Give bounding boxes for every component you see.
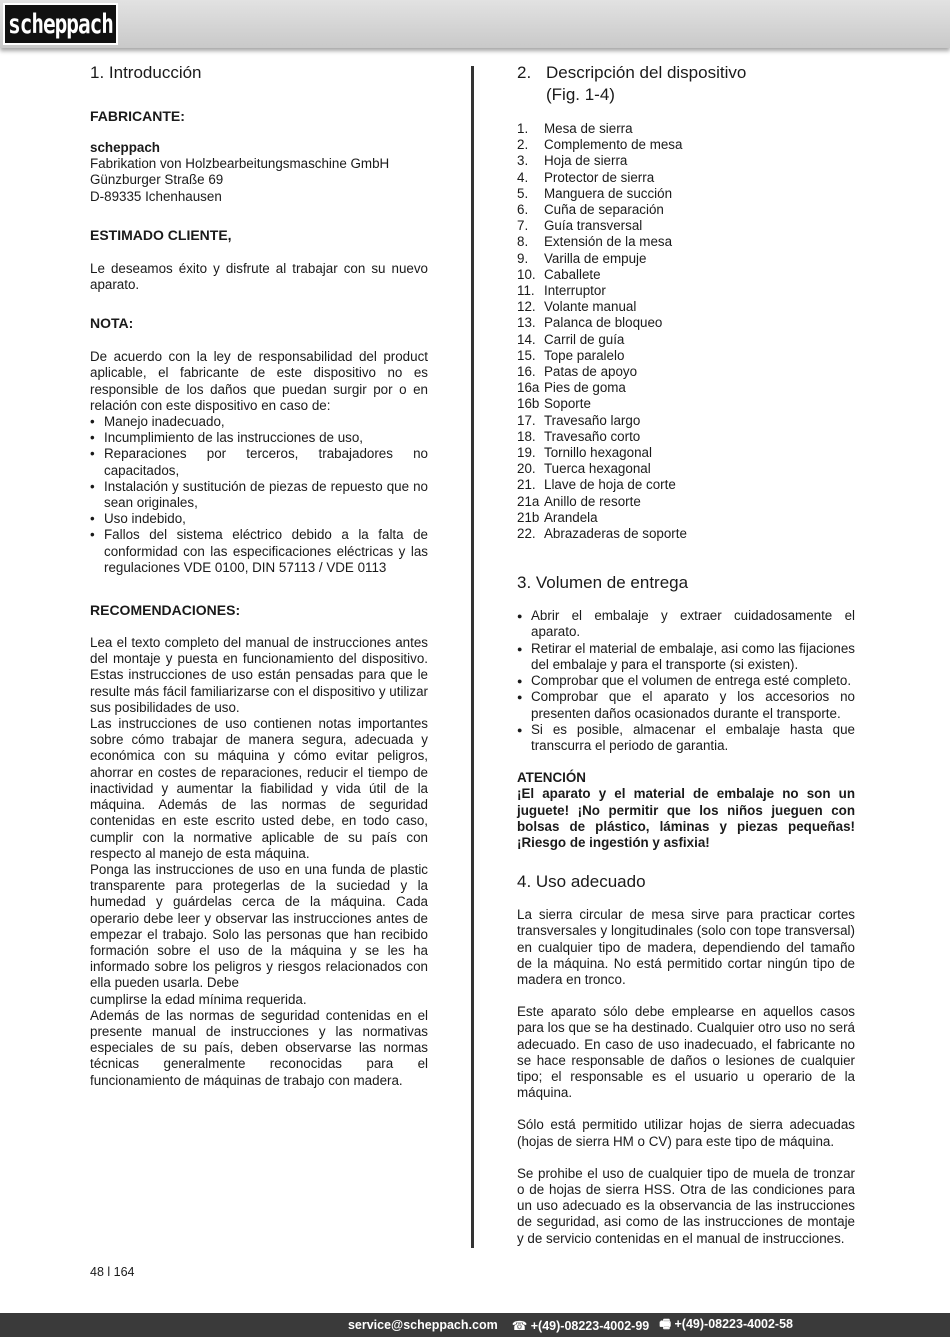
- list-item: [517, 526, 855, 542]
- list-item: • Fallos del sistema eléctrico debido a la falta de conformidad con las especificaciones eléctricas y las regulaciones VDE 0100, DIN 57113 / VDE 0113: [90, 527, 428, 576]
- part-number: 17.: [517, 412, 536, 428]
- part-label: Arandela: [544, 509, 598, 525]
- header-bar: [0, 0, 950, 48]
- list-item: [517, 170, 855, 186]
- recommend-heading: RECOMENDACIONES:: [90, 602, 241, 619]
- manufacturer-line: Fabrikation von Holzbearbeitungsmaschine GmbH: [90, 156, 390, 172]
- part-number: 5.: [517, 185, 529, 201]
- recommend-paragraph: Ponga las instrucciones de uso en una funda de plastic transparente para protegerlas de la suciedad y la humedad y guárdelas cerca de la máquina. Cada operario debe leer y observar las instrucciones antes de empezar el trabajo. Solo las personas que han recibido formación sobre el uso de la máquina y se les ha informado sobre los peligros y riesgos relacionados con ella pueden usarla. Debe: [90, 861, 428, 991]
- part-label: Protector de sierra: [544, 169, 655, 185]
- part-number: 2.: [517, 137, 529, 153]
- list-item: [517, 315, 855, 331]
- part-number: 16.: [517, 364, 536, 380]
- use-paragraph: La sierra circular de mesa sirve para practicar cortes transversales y longitudinales (solo con tope transversal) en cualquier tipo de madera, dependiendo del tamaño de la máquina. No está permitido cortar ningún tipo de madera en tronco.: [517, 907, 855, 987]
- recommend-paragraph: Además de las normas de seguridad contenidas en el presente manual de instrucciones y las normativas especiales de su país, deben observarse las normas técnicas generalmente reconocidas para el funcionamiento de máquinas de trabajo con madera.: [90, 1007, 428, 1088]
- list-item: ● Retirar el material de embalaje, asi como las fijaciones del embalaje y para el transporte (si existen).: [517, 641, 855, 673]
- part-label: Palanca de bloqueo: [544, 315, 663, 331]
- list-item: • Reparaciones por terceros, trabajadores no capacitados,: [90, 446, 428, 478]
- part-label: Volante manual: [544, 299, 637, 315]
- list-item: • Uso indebido,: [90, 511, 428, 527]
- list-item: [517, 137, 855, 153]
- list-item: [517, 332, 855, 348]
- parts-list: [517, 121, 855, 542]
- recommend-paragraph: cumplirse la edad mínima requerida.: [90, 991, 307, 1007]
- part-label: Tope paralelo: [544, 347, 625, 363]
- recommend-paragraph: Lea el texto completo del manual de instrucciones antes del montaje y puesta en funcionamiento del dispositivo. Estas instrucciones de uso están pensadas para que le resulte más fácil familiarizarse con el dispositivo y utilizar sus posibilidades de uso.: [90, 635, 428, 715]
- part-number: 14.: [517, 331, 536, 347]
- delivery-title: 3. Volumen de entrega: [517, 573, 689, 593]
- part-number: 9.: [517, 250, 529, 266]
- part-label: Anillo de resorte: [544, 493, 641, 509]
- right-column: [517, 62, 855, 1247]
- list-item: [517, 461, 855, 477]
- part-number: 21a: [517, 493, 540, 509]
- part-number: 16a: [517, 380, 540, 396]
- use-paragraph: Se prohibe el uso de cualquier tipo de muela de tronzar o de hojas de sierra HSS. Otra de las condiciones para un uso adecuado es la observancia de las instrucciones de seguridad, asi como de las instrucciones de montaje y de servicio contenidas en el manual de instrucciones.: [517, 1165, 855, 1246]
- part-number: 11.: [517, 283, 535, 299]
- part-number: 15.: [517, 347, 536, 363]
- use-paragraph: Sólo está permitido utilizar hojas de sierra adecuadas (hojas de sierra HM o CV) para este tipo de máquina.: [517, 1117, 855, 1149]
- customer-text: Le deseamos éxito y disfrute al trabajar con su nuevo aparato.: [90, 260, 428, 293]
- list-item: [517, 186, 855, 202]
- logo-text: scheppach: [8, 9, 113, 39]
- list-item: ● Comprobar que el volumen de entrega esté completo.: [517, 673, 855, 689]
- list-item: [517, 234, 855, 250]
- part-number: 7.: [517, 218, 529, 234]
- page-number: 48 l 164: [90, 1265, 135, 1279]
- list-item: [517, 218, 855, 234]
- part-label: Soporte: [544, 396, 591, 412]
- delivery-list: [517, 608, 855, 754]
- part-label: Tuerca hexagonal: [544, 461, 651, 477]
- use-title: 4. Uso adecuado: [517, 872, 646, 892]
- list-item: [517, 267, 855, 283]
- brand-logo: [3, 3, 118, 45]
- list-item: • Manejo inadecuado,: [90, 414, 428, 430]
- part-number: 21b: [517, 509, 540, 525]
- footer-fax: 🖷 +(49)-08223-4002-58: [659, 1316, 793, 1331]
- list-item: [517, 348, 855, 364]
- part-label: Mesa de sierra: [544, 121, 633, 136]
- list-item: ● Abrir el embalaje y extraer cuidadosamente el aparato.: [517, 608, 855, 640]
- part-label: Carril de guía: [544, 331, 625, 347]
- manufacturer-name: scheppach: [90, 140, 160, 155]
- part-number: 8.: [517, 234, 529, 250]
- list-item: [517, 202, 855, 218]
- description-title-line: Descripción del dispositivo: [546, 63, 747, 82]
- part-label: Extensión de la mesa: [544, 234, 673, 250]
- part-number: 19.: [517, 445, 536, 461]
- list-item: [517, 153, 855, 169]
- part-label: Guía transversal: [544, 218, 643, 234]
- list-item: [517, 494, 855, 510]
- description-title: [517, 62, 855, 106]
- list-item: [517, 445, 855, 461]
- part-number: 18.: [517, 428, 536, 444]
- part-label: Abrazaderas de soporte: [544, 526, 687, 542]
- part-number: 16b: [517, 396, 540, 412]
- part-number: 12.: [517, 299, 536, 315]
- attention-heading: ATENCIÓN: [517, 770, 586, 786]
- list-item: ● Si es posible, almacenar el embalaje hasta que transcurra el periodo de garantia.: [517, 722, 855, 754]
- list-item: [517, 251, 855, 267]
- note-list: [90, 414, 428, 576]
- list-item: • Incumplimiento de las instrucciones de uso,: [90, 430, 428, 446]
- part-label: Manguera de succión: [544, 185, 673, 201]
- part-label: Complemento de mesa: [544, 137, 683, 153]
- part-number: 21.: [517, 477, 536, 493]
- list-item: [517, 380, 855, 396]
- part-label: Pies de goma: [544, 380, 626, 396]
- left-column: [90, 62, 428, 1089]
- column-divider: [471, 66, 474, 1248]
- part-label: Interruptor: [544, 283, 606, 299]
- footer-bar: [0, 1313, 950, 1337]
- part-number: 10.: [517, 266, 536, 282]
- list-item: ● Comprobar que el aparato y los accesorios no presenten daños ocasionados durante el transporte.: [517, 689, 855, 721]
- manufacturer-heading: FABRICANTE:: [90, 108, 185, 124]
- list-item: [517, 121, 855, 137]
- footer-phone: ☎ +(49)-08223-4002-99: [511, 1318, 650, 1333]
- list-item: [517, 364, 855, 380]
- part-number: 13.: [517, 315, 536, 331]
- customer-heading: ESTIMADO CLIENTE,: [90, 226, 232, 243]
- list-item: [517, 510, 855, 526]
- list-item: [517, 299, 855, 315]
- description-title-text: [546, 62, 746, 106]
- manufacturer-line: Günzburger Straße 69: [90, 172, 224, 188]
- manufacturer-line: D-89335 Ichenhausen: [90, 188, 222, 204]
- part-number: 6.: [517, 202, 529, 218]
- footer-email[interactable]: service@scheppach.com: [347, 1318, 498, 1332]
- list-item: [517, 283, 855, 299]
- part-label: Cuña de separación: [544, 202, 664, 218]
- part-number: 22.: [517, 526, 536, 542]
- part-label: Travesaño corto: [544, 428, 641, 444]
- recommend-paragraph: Las instrucciones de uso contienen notas importantes sobre cómo trabajar de manera segura, adecuada y económica con su máquina y cómo evitar peligros, ahorrar en costes de reparaciones, reducir el tiempo de inactividad y aumentar la fiabilidad y vida útil de la máquina. Además de las normas de seguridad contenidas en este escrito usted debe, en todo caso, cumplir con la normative aplicable de su país con respecto al manejo de esta máquina.: [90, 716, 428, 861]
- description-title-line: (Fig. 1-4): [546, 85, 615, 104]
- list-item: [517, 413, 855, 429]
- attention-text: ¡El aparato y el material de embalaje no son un juguete! ¡No permitir que los niños jueguen con bolsas de plástico, láminas y piezas pequeñas! ¡Riesgo de ingestión y asfixia!: [517, 786, 855, 850]
- part-number: 3.: [517, 153, 529, 169]
- intro-title: 1. Introducción: [90, 63, 202, 82]
- use-paragraph: Este aparato sólo debe emplearse en aquellos casos para los que se ha destinado. Cualquier otro uso no será adecuado. En caso de uso inadecuado, el fabricante no se hace responsable de daños o lesiones de cualquier tipo; el responsable es el usuario u operario de la máquina.: [517, 1004, 855, 1101]
- note-heading: NOTA:: [90, 315, 134, 332]
- list-item: [517, 396, 855, 412]
- list-item: [517, 429, 855, 445]
- part-label: Varilla de empuje: [544, 250, 647, 266]
- part-label: Llave de hoja de corte: [544, 477, 676, 493]
- note-text: De acuerdo con la ley de responsabilidad del product aplicable, el fabricante de este dispositivo no es responsible de los daños que puedan surgir por o en relación con este dispositivo en caso de:: [90, 349, 428, 413]
- part-label: Tornillo hexagonal: [544, 445, 652, 461]
- part-number: 4.: [517, 169, 529, 185]
- list-item: [517, 477, 855, 493]
- part-number: 20.: [517, 461, 536, 477]
- part-label: Travesaño largo: [544, 412, 641, 428]
- part-label: Caballete: [544, 266, 601, 282]
- part-label: Patas de apoyo: [544, 364, 638, 380]
- part-number: 1.: [517, 121, 529, 136]
- part-label: Hoja de sierra: [544, 153, 628, 169]
- description-number: 2.: [517, 63, 532, 82]
- list-item: • Instalación y sustitución de piezas de repuesto que no sean originales,: [90, 479, 428, 511]
